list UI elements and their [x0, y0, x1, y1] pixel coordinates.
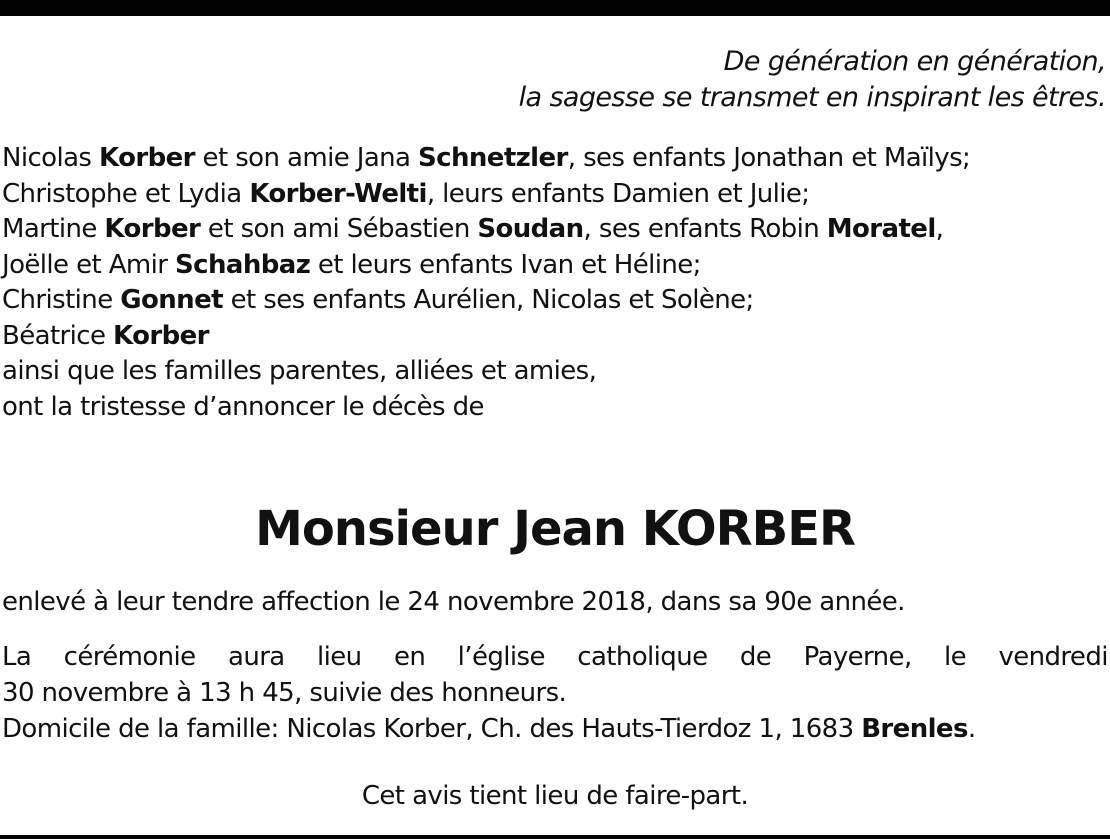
epigraph-line: De génération en génération,: [723, 46, 1106, 77]
family-line: ont la tristesse d’annoncer le décès de: [2, 391, 484, 422]
text: Christine: [2, 285, 121, 315]
ceremony-info: [2, 640, 1108, 711]
family-line: [2, 141, 1108, 177]
ceremony-line-justified: [2, 640, 1108, 676]
family-domicile: [2, 712, 1108, 748]
word: cérémonie: [63, 642, 196, 672]
text: Martine: [2, 214, 105, 244]
text: ,: [935, 214, 944, 244]
family-line: [2, 319, 1108, 355]
text: Nicolas: [2, 143, 100, 173]
word: l’église: [457, 642, 545, 672]
word: Payerne,: [803, 642, 912, 672]
word: aura: [227, 642, 285, 672]
text: , ses enfants Robin: [583, 214, 827, 244]
bottom-border-rule: [0, 835, 1110, 839]
surname: Korber: [104, 214, 201, 244]
word: en: [393, 642, 426, 672]
family-line: ainsi que les familles parentes, alliées et amies,: [2, 356, 597, 386]
text: Joëlle et Amir: [2, 249, 176, 280]
surname: Moratel: [826, 214, 936, 244]
deceased-name: Monsieur Jean KORBER: [255, 501, 855, 557]
text: Béatrice: [2, 320, 114, 351]
surname: Korber: [99, 143, 195, 173]
surname: Soudan: [477, 214, 584, 244]
surname: Korber-Welti: [249, 178, 427, 209]
epigraph-quote: [106, 44, 1106, 116]
closing-note: Cet avis tient lieu de faire-part.: [361, 781, 749, 811]
town-name: Brenles: [861, 714, 968, 744]
family-line: [2, 212, 1108, 248]
ceremony-line: 30 novembre à 13 h 45, suivie des honneurs.: [2, 677, 567, 708]
text: Domicile de la famille: Nicolas Korber, Ch. des Hauts-Tierdoz 1, 1683: [2, 714, 862, 744]
text: et leurs enfants Ivan et Héline;: [310, 249, 701, 280]
word: vendredi: [998, 642, 1108, 672]
text: et son ami Sébastien: [200, 214, 478, 244]
family-line: [2, 177, 1108, 213]
word: le: [944, 642, 967, 672]
surname: Schahbaz: [175, 249, 311, 280]
surname: Schnetzler: [418, 143, 568, 173]
death-notice: enlevé à leur tendre affection le 24 novembre 2018, dans sa 90e année.: [2, 587, 905, 617]
word: catholique: [577, 642, 708, 672]
top-border-rule: [0, 0, 1110, 16]
text: , leurs enfants Damien et Julie;: [426, 178, 810, 209]
text: , ses enfants Jonathan et Maïlys;: [567, 143, 971, 173]
surname: Korber: [113, 320, 209, 351]
text: et ses enfants Aurélien, Nicolas et Solène;: [222, 285, 754, 315]
epigraph-line: la sagesse se transmet en inspirant les êtres.: [518, 82, 1106, 113]
surname: Gonnet: [120, 285, 223, 315]
family-list: [2, 141, 1108, 425]
text: et son amie Jana: [194, 143, 419, 173]
family-line: [2, 248, 1108, 284]
word: lieu: [317, 642, 362, 672]
word: de: [739, 642, 772, 672]
text: .: [967, 714, 976, 744]
family-line: [2, 283, 1108, 319]
word: La: [2, 642, 32, 672]
text: Christophe et Lydia: [2, 178, 250, 209]
